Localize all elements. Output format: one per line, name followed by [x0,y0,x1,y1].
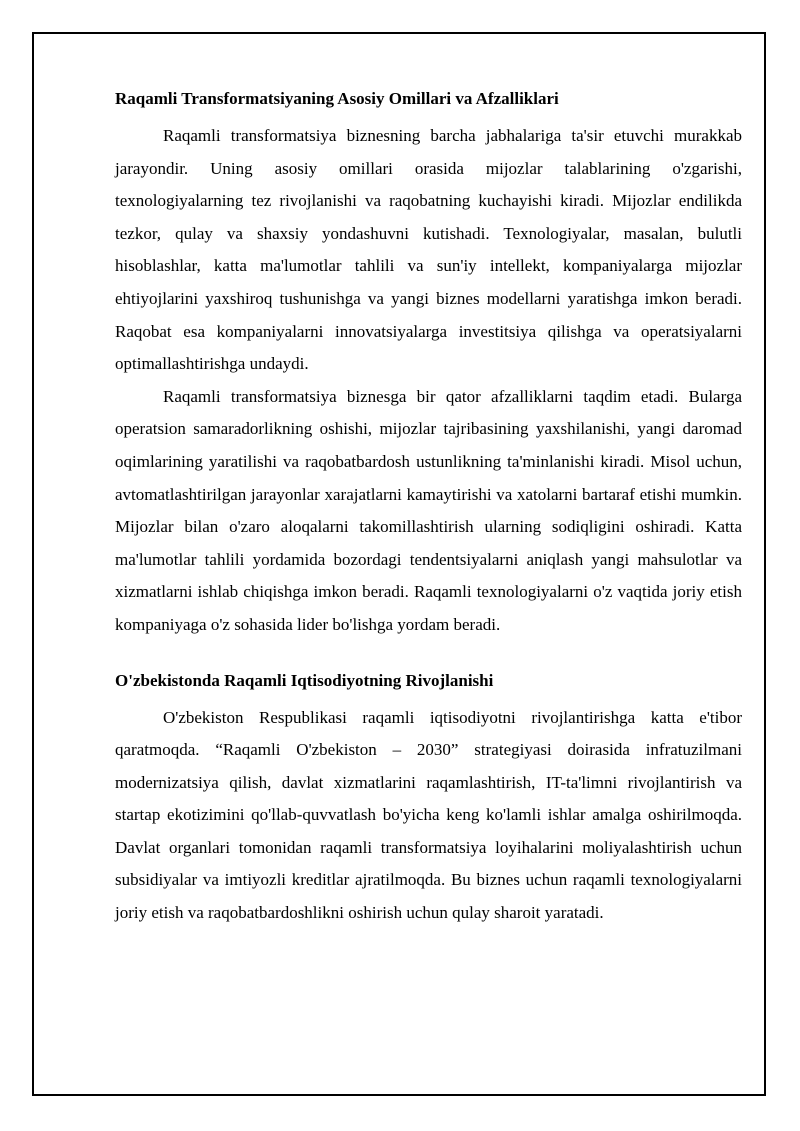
paragraph-transformation-factors: Raqamli transformatsiya biznesning barcha jabhalariga ta'sir etuvchi murakkab jarayondir. Uning asosiy omillari orasida mijozlar talablarining o'zgarishi, texnologiyalarning tez rivojlanishi va raqobatning kuchayishi kiradi. Mijozlar endilikda tezkor, qulay va shaxsiy yondashuvni kutishadi. Texnologiyalar, masalan, bulutli hisoblashlar, katta ma'lumotlar tahlili va sun'iy intellekt, kompaniyalarga mijozlar ehtiyojlarini yaxshiroq tushunishga va yangi biznes modellarni yaratishga imkon beradi. Raqobat esa kompaniyalarni innovatsiyalarga investitsiya qilishga va operatsiyalarni optimallashtirishga undaydi. [115,126,742,374]
section-heading-digital-transformation: Raqamli Transformatsiyaning Asosiy Omillari va Afzalliklari [115,89,559,108]
document-body [115,86,742,930]
paragraph-uzbekistan-strategy: O'zbekiston Respublikasi raqamli iqtisodiyotni rivojlantirishga katta e'tibor qaratmoqda. “Raqamli O'zbekiston – 2030” strategiyasi doirasida infratuzilmani modernizatsiya qilish, davlat xizmatlarini raqamlashtirish, IT-ta'limni rivojlantirish va startap ekotizimini qo'llab-quvvatlash bo'yicha keng ko'lamli ishlar amalga oshirilmoqda. Davlat organlari tomonidan raqamli transformatsiya loyihalarini moliyalashtirish uchun subsidiyalar va imtiyozli kreditlar ajratilmoqda. Bu biznes uchun raqamli texnologiyalarni joriy etish va raqobatbardoshlikni oshirish uchun qulay sharoit yaratadi. [115,707,742,923]
section-heading-uzbekistan-digital-economy: O'zbekistonda Raqamli Iqtisodiyotning Rivojlanishi [115,670,494,690]
paragraph-transformation-benefits: Raqamli transformatsiya biznesga bir qator afzalliklarni taqdim etadi. Bularga operatsion samaradorlikning oshishi, mijozlar tajribasining yaxshilanishi, yangi daromad oqimlarining yaratilishi va raqobatbardosh ustunlikning ta'minlanishi kiradi. Misol uchun, avtomatlashtirilgan jarayonlar xarajatlarni kamaytirishi va xatolarni bartaraf etishi mumkin. Mijozlar bilan o'zaro aloqalarni takomillashtirish ularning sodiqligini oshiradi. Katta ma'lumotlar tahlili yordamida bozordagi tendentsiyalarni aniqlash yangi mahsulotlar va xizmatlarni ishlab chiqishga imkon beradi. Raqamli texnologiyalarni o'z vaqtida joriy etish kompaniyaga o'z sohasida lider bo'lishga yordam beradi. [115,386,742,634]
